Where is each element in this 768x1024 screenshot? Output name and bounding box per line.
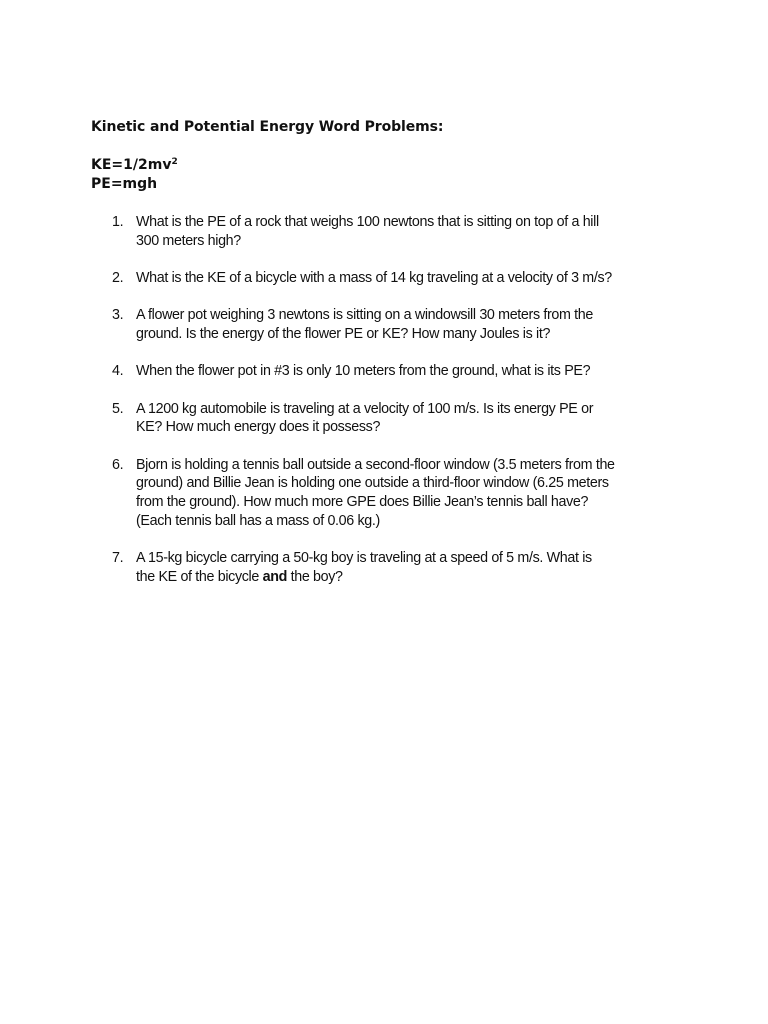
worksheet-title: Kinetic and Potential Energy Word Problems:: [91, 119, 444, 135]
problem-number: 5.: [112, 400, 124, 417]
problem-text: [136, 549, 681, 586]
problem-line: KE? How much energy does it possess?: [136, 419, 381, 436]
problem-line-text: the KE of the bicycle: [136, 568, 263, 585]
problem-text: [136, 362, 681, 381]
problem-number: 4.: [112, 363, 124, 380]
problem-text: [136, 400, 681, 437]
ke-formula-exponent: 2: [171, 157, 178, 167]
emphasized-word: and: [262, 568, 287, 585]
problem-text: [136, 456, 681, 531]
problem-text: [136, 213, 681, 250]
problem-2: [0, 269, 768, 288]
problem-line: When the flower pot in #3 is only 10 meters from the ground, what is its PE?: [136, 363, 591, 380]
ke-formula-base: KE=1/2mv: [91, 157, 172, 173]
problem-number: 3.: [112, 307, 124, 324]
problem-text: [136, 269, 681, 288]
problem-line: 300 meters high?: [136, 232, 241, 249]
problem-line: A 1200 kg automobile is traveling at a velocity of 100 m/s. Is its energy PE or: [136, 400, 594, 417]
potential-energy-formula: PE=mgh: [91, 176, 158, 192]
problem-line: ground. Is the energy of the flower PE or KE? How many Joules is it?: [136, 326, 551, 342]
problem-line-text: the boy?: [286, 568, 343, 585]
problem-line: [136, 568, 681, 587]
problem-7: [0, 549, 768, 586]
problem-number: 7.: [112, 550, 124, 566]
problem-line: ground) and Billie Jean is holding one outside a third-floor window (6.25 meters: [136, 475, 609, 492]
problem-5: [0, 400, 768, 437]
kinetic-energy-formula: [91, 157, 178, 173]
problem-6: [0, 456, 768, 531]
problem-line: What is the PE of a rock that weighs 100 newtons that is sitting on top of a hill: [136, 214, 599, 230]
problem-line: (Each tennis ball has a mass of 0.06 kg.): [136, 512, 380, 529]
problem-line: A 15-kg bicycle carrying a 50-kg boy is traveling at a speed of 5 m/s. What is: [136, 550, 592, 566]
problem-text: [136, 306, 681, 343]
problem-line: A flower pot weighing 3 newtons is sitting on a windowsill 30 meters from the: [136, 307, 594, 324]
problem-line: from the ground). How much more GPE does Billie Jean’s tennis ball have?: [136, 494, 589, 510]
problem-number: 2.: [112, 270, 124, 286]
problem-line: Bjorn is holding a tennis ball outside a second-floor window (3.5 meters from the: [136, 456, 615, 473]
problem-1: [0, 213, 768, 250]
problem-number: 6.: [112, 456, 124, 473]
problem-list: [0, 213, 768, 605]
problem-4: [0, 362, 768, 381]
problem-line: What is the KE of a bicycle with a mass of 14 kg traveling at a velocity of 3 m/s?: [136, 270, 612, 286]
problem-3: [0, 306, 768, 343]
problem-number: 1.: [112, 214, 124, 230]
